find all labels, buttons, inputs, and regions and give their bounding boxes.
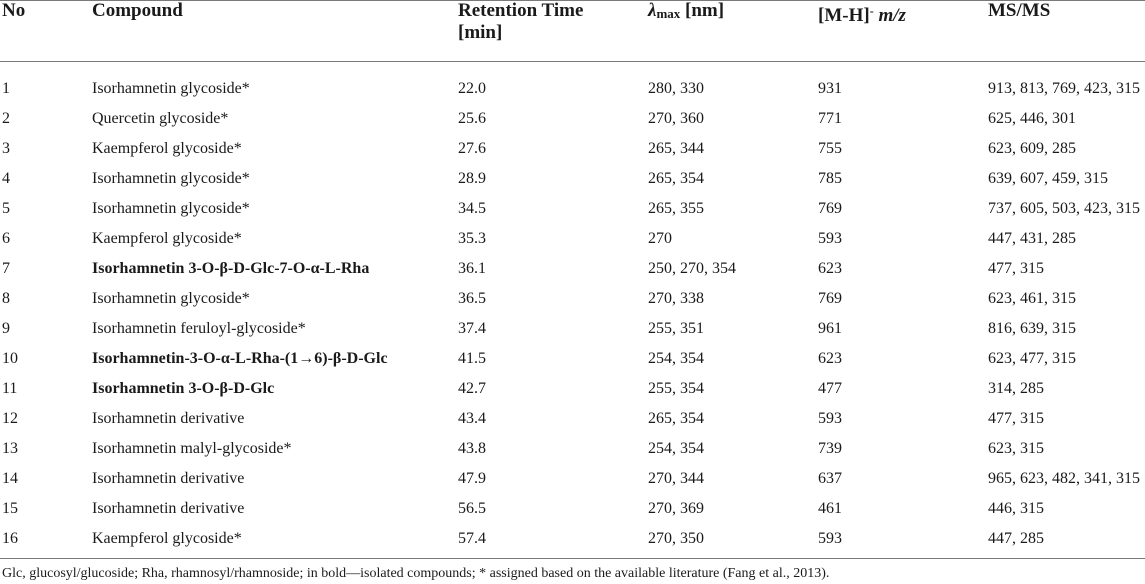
cell-compound: Isorhamnetin-3-O-α-L-Rha-(1→6)-β-D-Glc <box>92 350 388 367</box>
table-row <box>0 284 1145 314</box>
header-retention-time <box>458 0 583 44</box>
header-lambda-unit: [nm] <box>680 0 725 21</box>
cell-msms: 623, 461, 315 <box>988 290 1076 307</box>
table-row <box>0 224 1145 254</box>
cell-no: 12 <box>2 410 18 427</box>
cell-msms: 639, 607, 459, 315 <box>988 170 1108 187</box>
cell-lambda-max: 250, 270, 354 <box>648 260 736 277</box>
cell-retention-time: 37.4 <box>458 320 486 337</box>
table-row <box>0 134 1145 164</box>
cell-msms: 625, 446, 301 <box>988 110 1076 127</box>
cell-retention-time: 22.0 <box>458 80 486 97</box>
cell-no: 8 <box>2 290 10 307</box>
header-mz-prefix: [M-H] <box>818 5 870 26</box>
table-row <box>0 314 1145 344</box>
header-mz-suffix: m/z <box>873 5 906 26</box>
header-bottom-rule <box>0 61 1145 62</box>
table-row <box>0 104 1145 134</box>
cell-compound: Isorhamnetin 3-O-β-D-Glc <box>92 380 275 397</box>
table-row <box>0 404 1145 434</box>
cell-retention-time: 56.5 <box>458 500 486 517</box>
header-mz <box>818 0 906 27</box>
cell-lambda-max: 270, 360 <box>648 110 704 127</box>
cell-no: 5 <box>2 200 10 217</box>
cell-mz: 593 <box>818 410 842 427</box>
cell-mz: 771 <box>818 110 842 127</box>
cell-lambda-max: 255, 351 <box>648 320 704 337</box>
cell-msms: 446, 315 <box>988 500 1044 517</box>
cell-msms: 623, 477, 315 <box>988 350 1076 367</box>
cell-compound: Quercetin glycoside* <box>92 110 229 127</box>
cell-retention-time: 34.5 <box>458 200 486 217</box>
cell-retention-time: 42.7 <box>458 380 486 397</box>
table-row <box>0 194 1145 224</box>
table-row <box>0 254 1145 284</box>
cell-lambda-max: 270, 350 <box>648 530 704 547</box>
header-lambda-sub: max <box>656 6 681 21</box>
cell-retention-time: 43.4 <box>458 410 486 427</box>
cell-lambda-max: 254, 354 <box>648 350 704 367</box>
table-row <box>0 434 1145 464</box>
cell-mz: 785 <box>818 170 842 187</box>
table-footnote: Glc, glucosyl/glucoside; Rha, rhamnosyl/rhamnoside; in bold—isolated compounds; * assigned based on the available literature (Fang et al., 2013). <box>2 566 830 581</box>
cell-msms: 447, 285 <box>988 530 1044 547</box>
header-lambda-max <box>648 0 724 25</box>
table-row <box>0 524 1145 554</box>
table-body <box>0 74 1145 554</box>
cell-mz: 623 <box>818 260 842 277</box>
cell-no: 9 <box>2 320 10 337</box>
cell-mz: 477 <box>818 380 842 397</box>
cell-msms: 913, 813, 769, 423, 315 <box>988 80 1140 97</box>
cell-compound: Isorhamnetin glycoside* <box>92 80 250 97</box>
cell-compound: Isorhamnetin glycoside* <box>92 170 250 187</box>
cell-compound: Isorhamnetin feruloyl-glycoside* <box>92 320 306 337</box>
cell-mz: 593 <box>818 530 842 547</box>
cell-mz: 739 <box>818 440 842 457</box>
cell-retention-time: 36.5 <box>458 290 486 307</box>
cell-no: 11 <box>2 380 18 397</box>
cell-no: 4 <box>2 170 10 187</box>
cell-mz: 931 <box>818 80 842 97</box>
cell-no: 10 <box>2 350 18 367</box>
cell-compound: Isorhamnetin glycoside* <box>92 290 250 307</box>
table-row <box>0 374 1145 404</box>
cell-no: 16 <box>2 530 18 547</box>
cell-retention-time: 57.4 <box>458 530 486 547</box>
cell-retention-time: 25.6 <box>458 110 486 127</box>
cell-lambda-max: 255, 354 <box>648 380 704 397</box>
cell-mz: 637 <box>818 470 842 487</box>
cell-lambda-max: 270, 338 <box>648 290 704 307</box>
cell-lambda-max: 270, 369 <box>648 500 704 517</box>
cell-retention-time: 47.9 <box>458 470 486 487</box>
header-compound: Compound <box>92 0 183 21</box>
cell-msms: 623, 315 <box>988 440 1044 457</box>
cell-lambda-max: 265, 344 <box>648 140 704 157</box>
table-bottom-rule <box>0 558 1145 559</box>
cell-compound: Isorhamnetin malyl-glycoside* <box>92 440 292 457</box>
cell-lambda-max: 280, 330 <box>648 80 704 97</box>
cell-msms: 477, 315 <box>988 260 1044 277</box>
cell-mz: 769 <box>818 200 842 217</box>
cell-compound: Kaempferol glycoside* <box>92 530 242 547</box>
cell-compound: Kaempferol glycoside* <box>92 230 242 247</box>
cell-lambda-max: 265, 354 <box>648 170 704 187</box>
cell-msms: 623, 609, 285 <box>988 140 1076 157</box>
cell-lambda-max: 270 <box>648 230 672 247</box>
cell-lambda-max: 265, 354 <box>648 410 704 427</box>
cell-lambda-max: 265, 355 <box>648 200 704 217</box>
cell-msms: 737, 605, 503, 423, 315 <box>988 200 1140 217</box>
table-row <box>0 344 1145 374</box>
header-retention-time-line1: Retention Time <box>458 0 584 21</box>
cell-mz: 755 <box>818 140 842 157</box>
cell-retention-time: 28.9 <box>458 170 486 187</box>
cell-mz: 769 <box>818 290 842 307</box>
table-row <box>0 464 1145 494</box>
cell-no: 1 <box>2 80 10 97</box>
header-lambda-symbol: λ <box>648 0 657 21</box>
cell-lambda-max: 270, 344 <box>648 470 704 487</box>
cell-lambda-max: 254, 354 <box>648 440 704 457</box>
cell-compound: Isorhamnetin glycoside* <box>92 200 250 217</box>
table-row <box>0 164 1145 194</box>
table-row <box>0 74 1145 104</box>
table-row <box>0 494 1145 524</box>
cell-retention-time: 41.5 <box>458 350 486 367</box>
cell-mz: 623 <box>818 350 842 367</box>
cell-retention-time: 43.8 <box>458 440 486 457</box>
cell-msms: 965, 623, 482, 341, 315 <box>988 470 1140 487</box>
header-retention-time-line2: [min] <box>458 22 503 43</box>
header-mz-sup: - <box>869 4 874 18</box>
cell-retention-time: 36.1 <box>458 260 486 277</box>
cell-retention-time: 27.6 <box>458 140 486 157</box>
cell-no: 7 <box>2 260 10 277</box>
cell-mz: 961 <box>818 320 842 337</box>
cell-mz: 593 <box>818 230 842 247</box>
cell-no: 6 <box>2 230 10 247</box>
cell-compound: Isorhamnetin 3-O-β-D-Glc-7-O-α-L-Rha <box>92 260 370 277</box>
cell-msms: 477, 315 <box>988 410 1044 427</box>
cell-msms: 314, 285 <box>988 380 1044 397</box>
cell-no: 15 <box>2 500 18 517</box>
cell-compound: Kaempferol glycoside* <box>92 140 242 157</box>
cell-no: 3 <box>2 140 10 157</box>
cell-msms: 816, 639, 315 <box>988 320 1076 337</box>
header-no: No <box>2 0 26 21</box>
cell-retention-time: 35.3 <box>458 230 486 247</box>
cell-compound: Isorhamnetin derivative <box>92 500 245 517</box>
cell-mz: 461 <box>818 500 842 517</box>
cell-compound: Isorhamnetin derivative <box>92 470 245 487</box>
cell-compound: Isorhamnetin derivative <box>92 410 245 427</box>
cell-no: 14 <box>2 470 18 487</box>
cell-msms: 447, 431, 285 <box>988 230 1076 247</box>
cell-no: 13 <box>2 440 18 457</box>
cell-no: 2 <box>2 110 10 127</box>
header-msms: MS/MS <box>988 0 1051 21</box>
